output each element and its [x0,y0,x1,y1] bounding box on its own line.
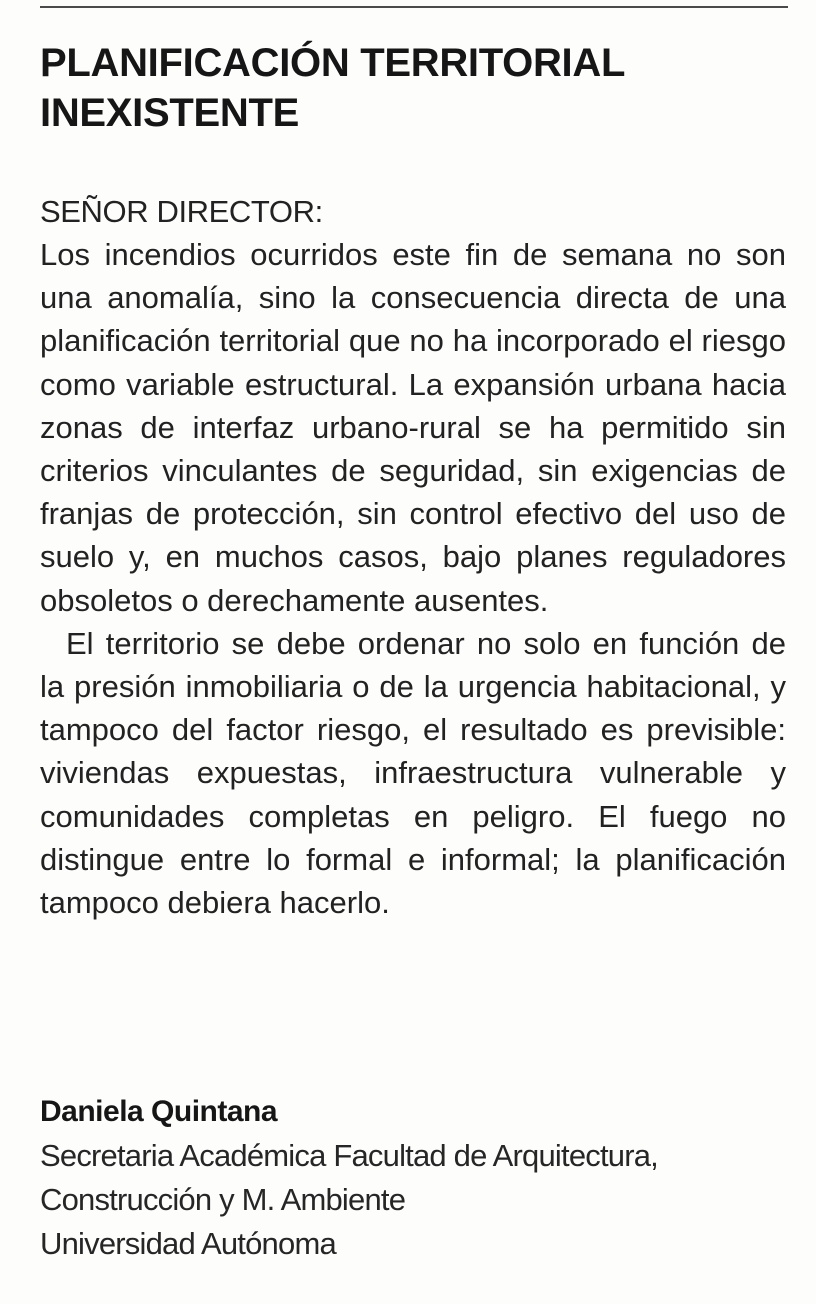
letter-body [40,233,786,924]
letter-greeting: SEÑOR DIRECTOR: [40,194,323,229]
author-institution: Universidad Autónoma [40,1226,336,1261]
author-title-line-1: Secretaria Académica Facultad de Arquitectura, [40,1138,658,1173]
headline-line-2: INEXISTENTE [40,91,299,135]
top-rule [40,6,788,8]
headline-line-1: PLANIFICACIÓN TERRITORIAL [40,41,626,85]
author-name: Daniela Quintana [40,1095,278,1128]
body-paragraph-1: Los incendios ocurridos este fin de semana no son una anomalía, sino la consecuencia directa de una planificación territorial que no ha incorporado el riesgo como variable estructural. La expansión urbana hacia zonas de interfaz urbano-rural se ha permitido sin criterios vinculantes de seguridad, sin exigencias de franjas de protección, sin control efectivo del uso de suelo y, en muchos casos, bajo planes reguladores obsoletos o derechamente ausentes. [40,237,786,618]
body-paragraph-2: El territorio se debe ordenar no solo en función de la presión inmobiliaria o de la urgencia habitacional, y tampoco del factor riesgo, el resultado es previsible: viviendas expuestas, infraestructura vulnerable y comunidades completas en peligro. El fuego no distingue entre lo formal e informal; la planificación tampoco debiera hacerlo. [40,625,786,921]
letter-headline [40,38,788,138]
author-title-line-2: Construcción y M. Ambiente [40,1182,406,1217]
signature-block [40,1090,788,1266]
